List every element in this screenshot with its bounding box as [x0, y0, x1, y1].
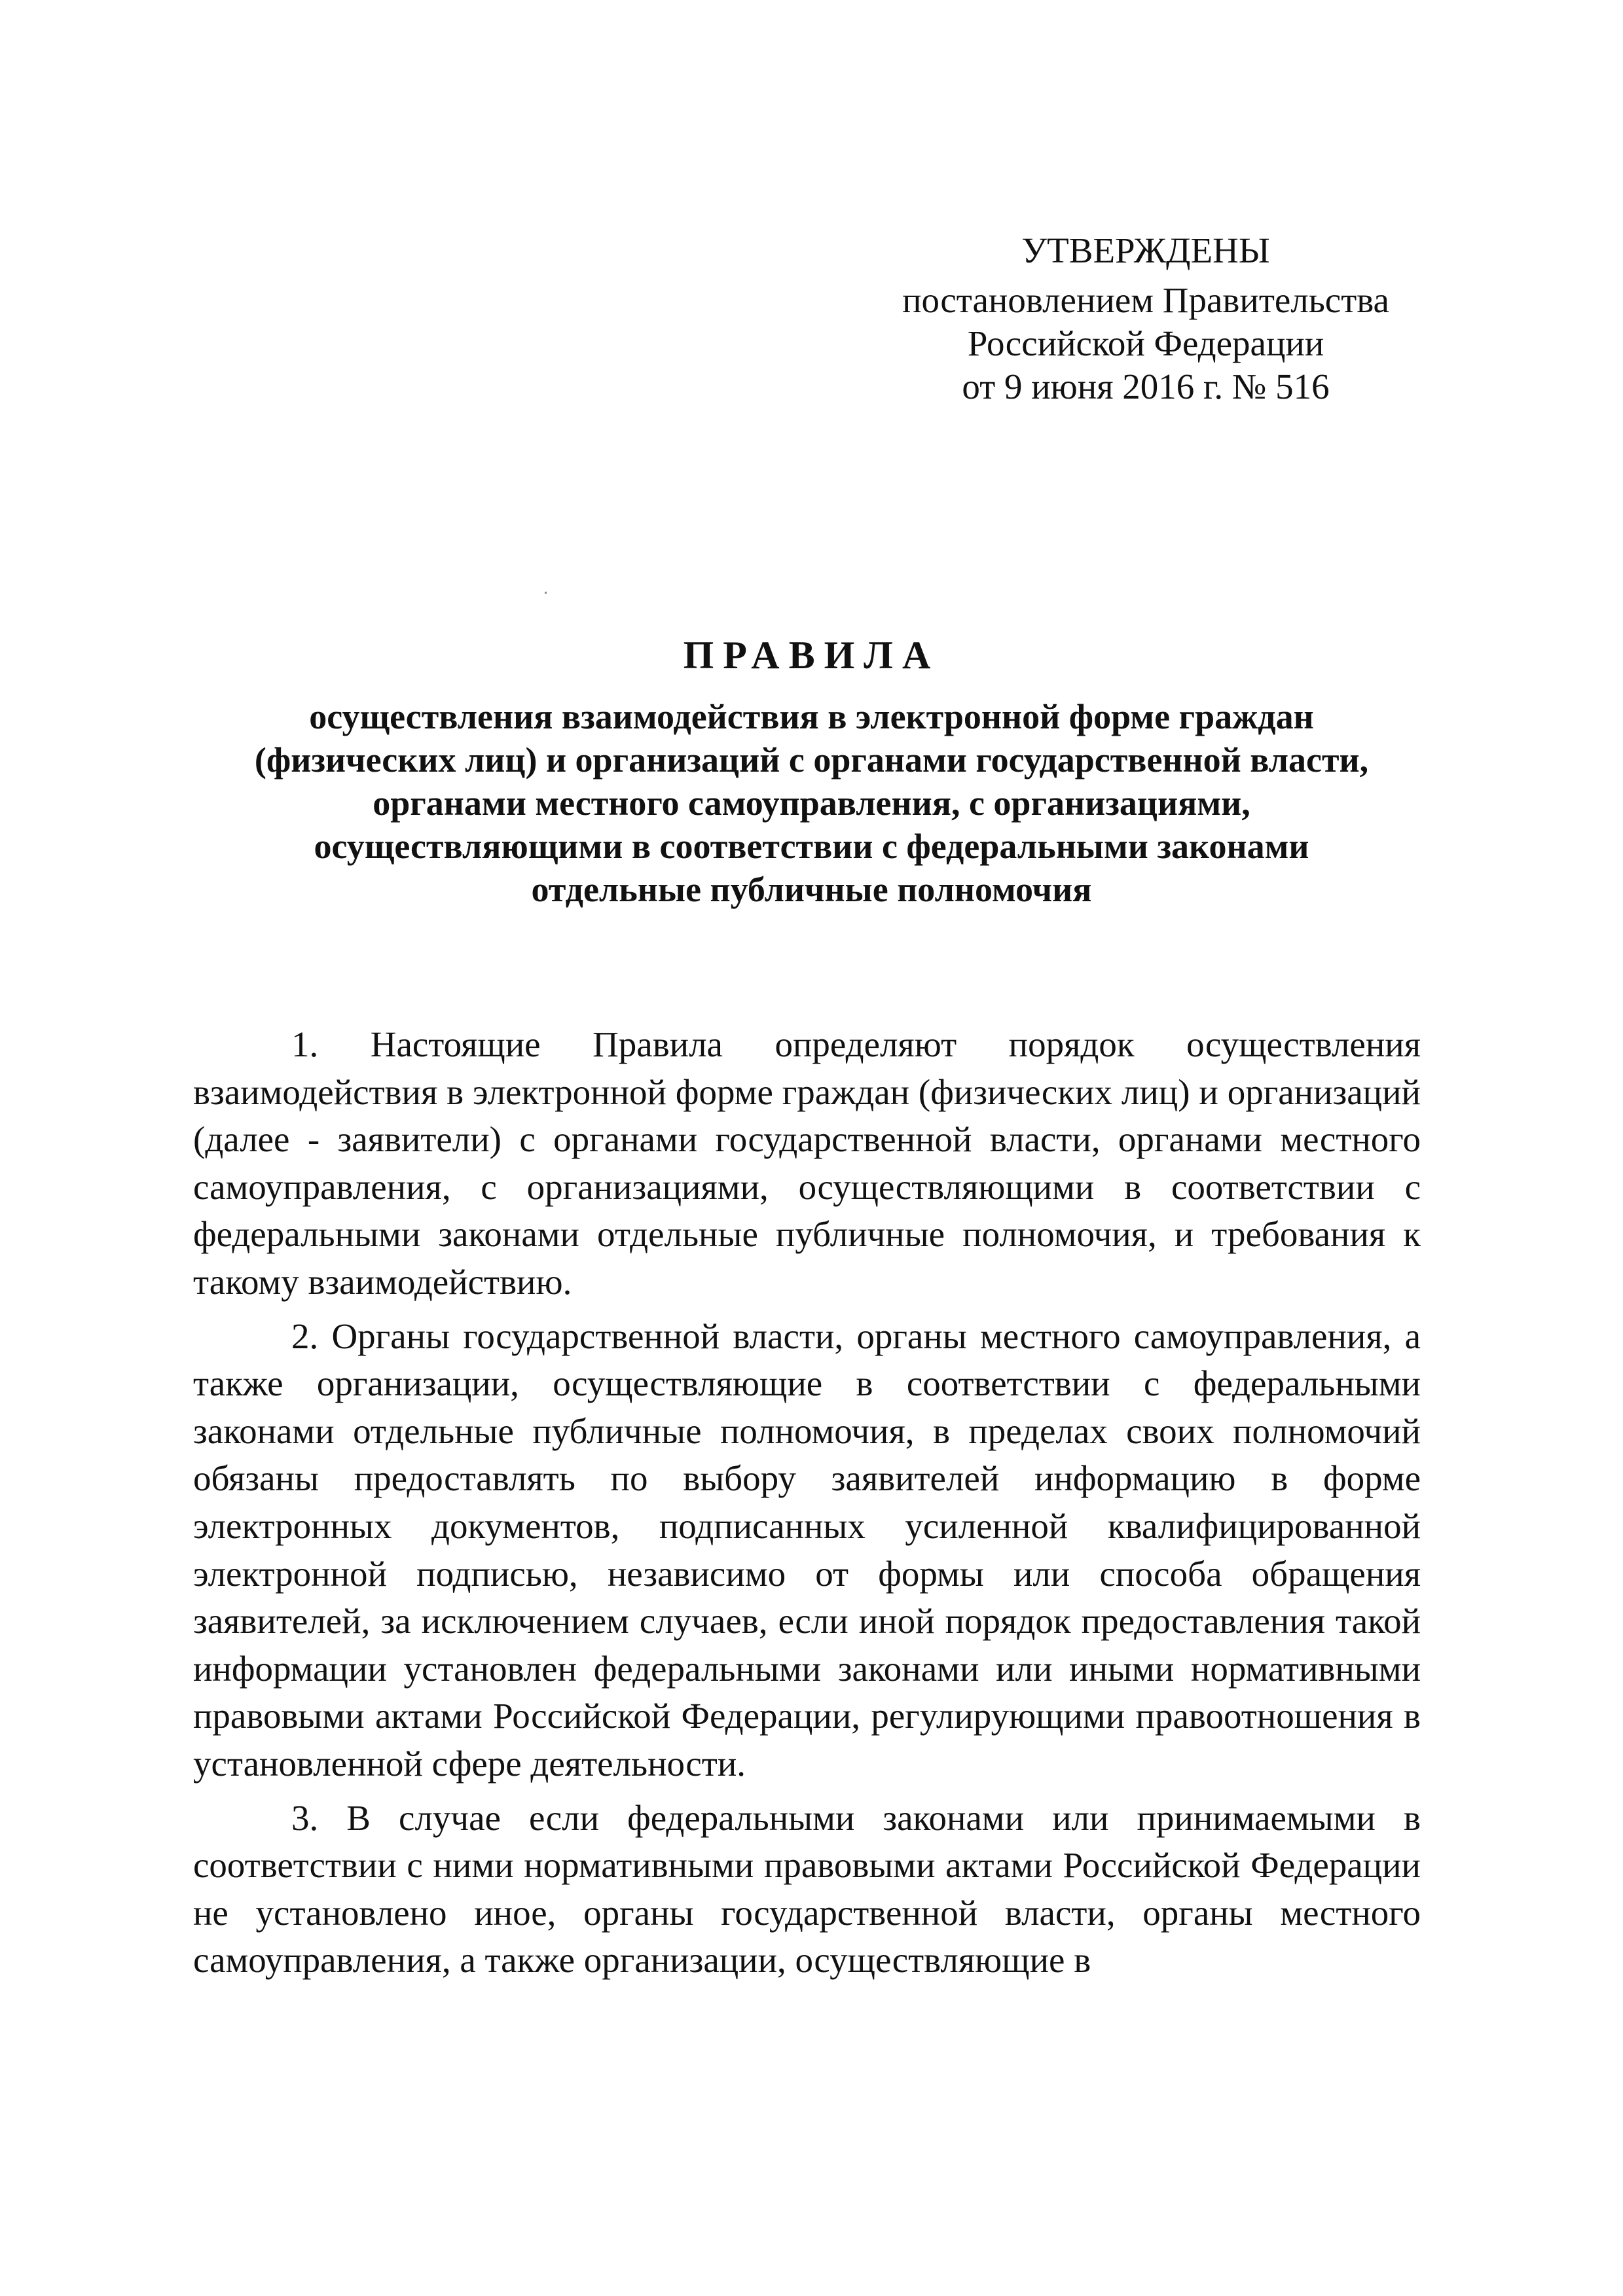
subtitle-line: отдельные публичные полномочия [531, 870, 1092, 909]
approval-block [851, 229, 1440, 408]
paragraph-3: 3. В случае если федеральными законами или принимаемыми в соответствии с ними нормативными правовыми актами Российской Федерации не установлено иное, органы государственной власти, органы местного самоуправления, а также организации, осуществляющие в [193, 1797, 1421, 1981]
subtitle-line: (физических лиц) и организаций с органами государственной власти, [254, 740, 1369, 780]
paragraph-2: 2. Органы государственной власти, органы местного самоуправления, а также организации, осуществляющие в соответствии с федеральными законами отдельные публичные полномочия, в пределах своих полномочий обязаны предоставлять по выбору заявителей информацию в форме электронных документов, подписанных усиленной квалифицированной электронной подписью, независимо от формы или способа обращения заявителей, за исключением случаев, если иной порядок предоставления такой информации установлен федеральными законами или иными нормативными правовыми актами Российской Федерации, регулирующими правоотношения в установленной сфере деятельности. [193, 1316, 1421, 1784]
subtitle-line: осуществляющими в соответствии с федеральными законами [314, 827, 1309, 866]
document-title: ПРАВИЛА [683, 634, 940, 677]
scan-speck [545, 592, 547, 594]
document-body [193, 1021, 1421, 1991]
paragraph-1: 1. Настоящие Правила определяют порядок осуществления взаимодействия в электронной форме граждан (физических лиц) и организаций (далее - заявители) с органами государственной власти, органами местного самоуправления, с организациями, осуществляющими в соответствии с федеральными законами отдельные публичные полномочия, и требования к такому взаимодействию. [193, 1024, 1421, 1302]
approval-decree-line: постановлением Правительства [902, 280, 1389, 320]
approval-heading: УТВЕРЖДЕНЫ [1021, 230, 1270, 270]
subtitle-line: осуществления взаимодействия в электронной форме граждан [309, 697, 1314, 736]
approval-date-number: от 9 июня 2016 г. № 516 [962, 367, 1330, 406]
document-subtitle [0, 695, 1623, 911]
subtitle-line: органами местного самоуправления, с организациями, [373, 783, 1250, 823]
approval-country-line: Российской Федерации [967, 323, 1324, 363]
